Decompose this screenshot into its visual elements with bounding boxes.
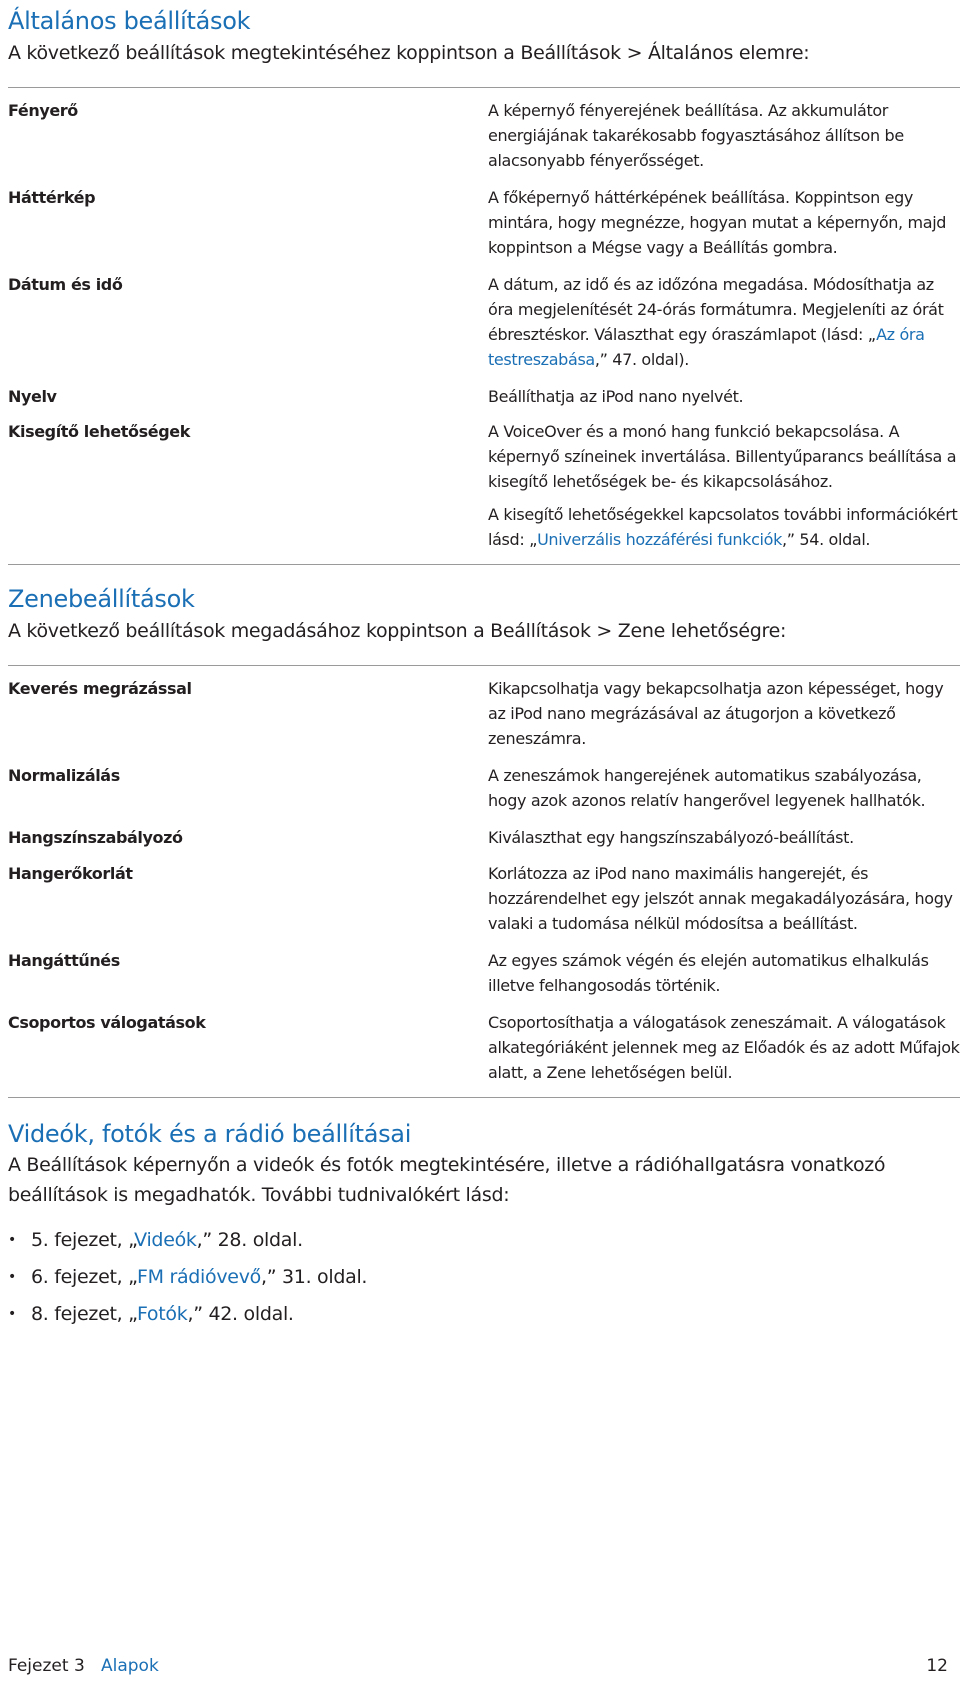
ref-text: 6. fejezet, „	[31, 1266, 137, 1288]
setting-term: Normalizálás	[8, 766, 120, 785]
desc-text: A dátum, az idő és az időzóna megadása. Módosíthatja az óra megjelenítését 24-órás formátumra. Megjeleníti az órát ébresztéskor. Választhat egy óraszámlapot (lásd: „	[488, 275, 944, 344]
ref-text: ,” 42. oldal.	[187, 1303, 294, 1325]
music-settings-table	[8, 676, 960, 1097]
setting-term: Keverés megrázással	[8, 679, 192, 698]
desc-text-more	[488, 502, 960, 552]
setting-term: Hangszínszabályozó	[8, 828, 183, 847]
section-intro-general: A következő beállítások megtekintéséhez koppintson a Beállítások > Általános elemre:	[8, 42, 810, 64]
page-number: 12	[926, 1656, 948, 1676]
section-title-music: Zenebeállítások	[8, 585, 195, 613]
bullet-icon: •	[8, 1269, 16, 1285]
setting-term: Kisegítő lehetőségek	[8, 422, 190, 441]
setting-term: Dátum és idő	[8, 275, 123, 294]
section-rule	[8, 665, 960, 666]
table-row	[8, 98, 960, 185]
section-intro-video: A Beállítások képernyőn a videók és fotók megtekintésére, illetve a rádióhallgatásra vonatkozó beállítások is megadhatók. További tudnivalókért lásd:	[8, 1154, 886, 1206]
setting-desc	[488, 419, 960, 564]
link-universal-access[interactable]: Univerzális hozzáférési funkciók	[537, 530, 782, 549]
setting-desc: A képernyő fényerejének beállítása. Az akkumulátor energiájának takarékosabb fogyasztásához állítson be alacsonyabb fényerősséget.	[488, 101, 904, 170]
setting-term: Hangáttűnés	[8, 951, 120, 970]
list-item	[8, 1228, 960, 1253]
table-row	[8, 825, 960, 861]
setting-desc	[488, 272, 960, 384]
document-page	[8, 0, 960, 1339]
bullet-icon: •	[8, 1306, 16, 1322]
list-item	[8, 1265, 960, 1290]
setting-term: Hangerőkorlát	[8, 864, 133, 883]
section-rule	[8, 1097, 960, 1098]
setting-desc: A zeneszámok hangerejének automatikus szabályozása, hogy azok azonos relatív hangerővel legyenek hallhatók.	[488, 766, 926, 810]
table-row	[8, 185, 960, 272]
setting-term: Nyelv	[8, 387, 57, 406]
setting-desc: A főképernyő háttérképének beállítása. Koppintson egy mintára, hogy megnézze, hogyan mutat a képernyőn, majd koppintson a Mégse vagy a Beállítás gombra.	[488, 188, 947, 257]
setting-desc: Kikapcsolhatja vagy bekapcsolhatja azon képességet, hogy az iPod nano megrázásával az átugorjon a következő zeneszámra.	[488, 679, 944, 748]
footer-chapter: Fejezet 3	[8, 1656, 85, 1676]
table-row	[8, 861, 960, 948]
table-row	[8, 676, 960, 763]
table-row	[8, 763, 960, 825]
ref-text: ,” 28. oldal.	[196, 1229, 303, 1251]
desc-text: A VoiceOver és a monó hang funkció bekapcsolása. A képernyő színeinek invertálása. Billentyűparancs beállítása a kisegítő lehetőségek be- és kikapcsolásához.	[488, 422, 957, 491]
setting-term: Csoportos válogatások	[8, 1013, 206, 1032]
table-row	[8, 272, 960, 384]
page-footer	[8, 1656, 948, 1676]
link-fm-radio[interactable]: FM rádióvevő	[136, 1266, 261, 1288]
ref-text: 5. fejezet, „	[31, 1229, 135, 1251]
table-row	[8, 948, 960, 1010]
desc-text: ,” 54. oldal.	[782, 530, 871, 549]
section-intro-music: A következő beállítások megadásához koppintson a Beállítások > Zene lehetőségre:	[8, 620, 787, 642]
link-videos[interactable]: Videók	[134, 1229, 197, 1251]
setting-term: Fényerő	[8, 101, 78, 120]
setting-desc: Korlátozza az iPod nano maximális hangerejét, és hozzárendelhet egy jelszót annak megakadályozására, hogy valaki a tudomása nélkül módosítsa a beállítást.	[488, 864, 953, 933]
bullet-icon: •	[8, 1232, 16, 1248]
section-rule	[8, 564, 960, 565]
table-row	[8, 419, 960, 564]
ref-text: 8. fejezet, „	[31, 1303, 137, 1325]
setting-desc: Csoportosíthatja a válogatások zeneszámait. A válogatások alkategóriáként jelennek meg az Előadók és az adott Műfajok alatt, a Zene lehetőségen belül.	[488, 1013, 960, 1082]
link-customize-clock[interactable]: Az óra testreszabása	[488, 325, 925, 369]
setting-desc: Kiválaszthat egy hangszínszabályozó-beállítást.	[488, 828, 854, 847]
reference-list	[8, 1228, 960, 1327]
section-title-general: Általános beállítások	[8, 7, 251, 35]
desc-text: ,” 47. oldal).	[594, 350, 689, 369]
table-row	[8, 384, 960, 419]
desc-text: A kisegítő lehetőségekkel kapcsolatos további információkért lásd: „	[488, 505, 958, 549]
ref-text: ,” 31. oldal.	[260, 1266, 368, 1288]
link-photos[interactable]: Fotók	[136, 1303, 188, 1325]
section-rule	[8, 87, 960, 88]
list-item	[8, 1302, 960, 1327]
section-title-video: Videók, fotók és a rádió beállításai	[8, 1120, 412, 1148]
setting-term: Háttérkép	[8, 188, 96, 207]
setting-desc: Beállíthatja az iPod nano nyelvét.	[488, 387, 744, 406]
footer-chapter-link[interactable]: Alapok	[100, 1656, 159, 1676]
table-row	[8, 1010, 960, 1097]
setting-desc: Az egyes számok végén és elején automatikus elhalkulás illetve felhangosodás történik.	[488, 951, 929, 995]
general-settings-table	[8, 98, 960, 564]
